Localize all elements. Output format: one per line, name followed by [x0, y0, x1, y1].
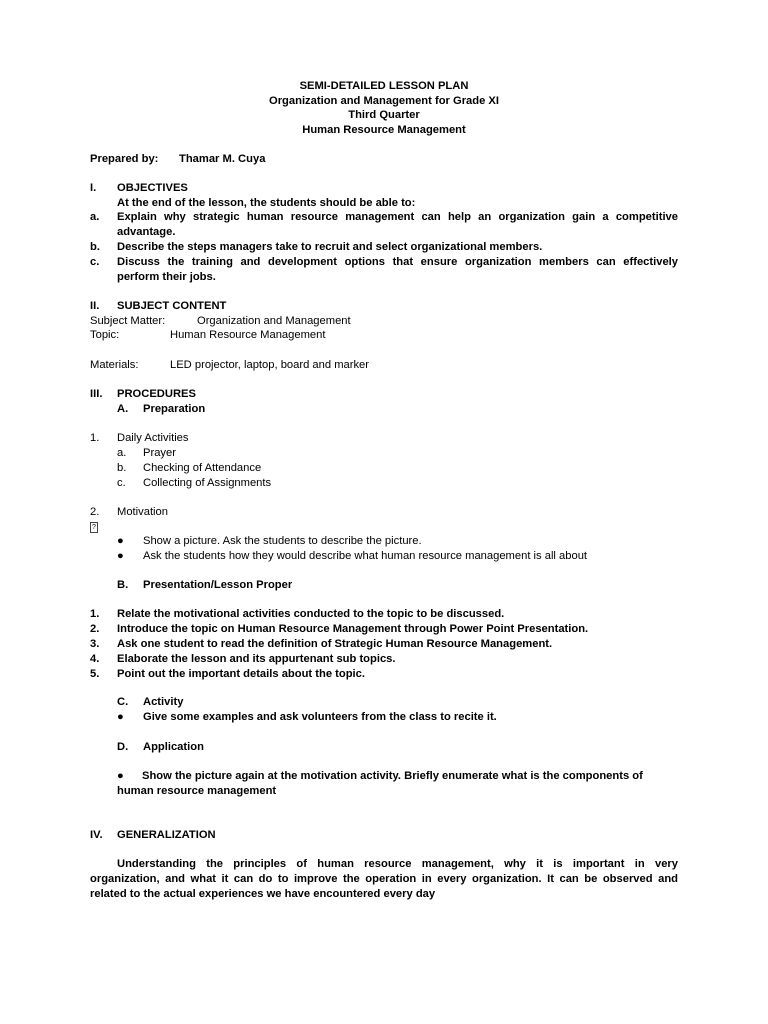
application-text: Show the picture again at the motivation activity. Briefly enumerate what is the components of — [142, 770, 643, 782]
preparation-label: Preparation — [143, 403, 206, 415]
subject-content-number: II. — [90, 300, 100, 312]
motivation-bullet-text: Ask the students how they would describe what human resource management is all about — [143, 550, 588, 562]
topic-title: Human Resource Management — [302, 124, 466, 136]
prepared-by-name: Thamar M. Cuya — [179, 153, 266, 165]
objective-marker: c. — [90, 256, 100, 268]
materials-label: Materials: — [90, 359, 139, 371]
presentation-step-number: 4. — [90, 653, 100, 665]
daily-activity-marker: c. — [117, 477, 126, 489]
presentation-step-text: Introduce the topic on Human Resource Management through Power Point Presentation. — [117, 623, 589, 635]
presentation-step-text: Point out the important details about the topic. — [117, 668, 365, 680]
subject-matter-value: Organization and Management — [197, 315, 351, 327]
bullet-icon: ● — [117, 535, 124, 547]
bullet-icon: ● — [117, 770, 124, 782]
preparation-marker: A. — [117, 403, 129, 415]
application-label: Application — [143, 741, 204, 753]
objective-text: Describe the steps managers take to recruit and select organizational members. — [117, 241, 543, 253]
objective-marker: a. — [90, 211, 100, 223]
activity-marker: C. — [117, 696, 129, 708]
activity-label: Activity — [143, 696, 184, 708]
presentation-step-text: Elaborate the lesson and its appurtenant sub topics. — [117, 653, 396, 665]
presentation-step-number: 5. — [90, 668, 100, 680]
presentation-marker: B. — [117, 579, 129, 591]
subject-matter-label: Subject Matter: — [90, 315, 166, 327]
topic-label: Topic: — [90, 329, 120, 341]
daily-activities-number: 1. — [90, 432, 100, 444]
application-marker: D. — [117, 741, 129, 753]
daily-activity-text: Checking of Attendance — [143, 462, 262, 474]
activity-bullet-text: Give some examples and ask volunteers from the class to recite it. — [143, 711, 497, 723]
objectives-intro: At the end of the lesson, the students should be able to: — [117, 197, 416, 209]
generalization-text: Understanding the principles of human resource management, why it is important in very — [117, 858, 678, 870]
generalization-number: IV. — [90, 829, 103, 841]
objective-text: Explain why strategic human resource management can help an organization gain a competitive — [117, 211, 678, 223]
motivation-label: Motivation — [117, 506, 168, 518]
presentation-step-number: 3. — [90, 638, 100, 650]
objective-text: Discuss the training and development options that ensure organization members can effectively — [117, 256, 678, 268]
bullet-icon: ● — [117, 550, 124, 562]
motivation-bullet-text: Show a picture. Ask the students to describe the picture. — [143, 535, 422, 547]
objectives-heading: OBJECTIVES — [117, 182, 188, 194]
topic-value: Human Resource Management — [170, 329, 326, 341]
daily-activities-label: Daily Activities — [117, 432, 189, 444]
objectives-number: I. — [90, 182, 97, 194]
generalization-heading: GENERALIZATION — [117, 829, 216, 841]
procedures-number: III. — [90, 388, 103, 400]
objective-marker: b. — [90, 241, 100, 253]
materials-value: LED projector, laptop, board and marker — [170, 359, 369, 371]
procedures-heading: PROCEDURES — [117, 388, 196, 400]
daily-activity-marker: b. — [117, 462, 127, 474]
presentation-step-text: Relate the motivational activities conducted to the topic to be discussed. — [117, 608, 505, 620]
subject-content-heading: SUBJECT CONTENT — [117, 300, 227, 312]
presentation-step-text: Ask one student to read the definition of Strategic Human Resource Management. — [117, 638, 553, 650]
generalization-text: related to the actual experiences we have encountered every day — [90, 888, 436, 900]
missing-glyph-icon: ? — [90, 522, 98, 533]
document-title: SEMI-DETAILED LESSON PLAN — [299, 80, 469, 92]
generalization-text: organization, and what it can do to improve the operation in every organization. It can be observed and — [90, 873, 678, 885]
bullet-icon: ● — [117, 711, 124, 723]
objective-text-continued: advantage. — [117, 226, 176, 238]
subject-title: Organization and Management for Grade XI — [269, 95, 499, 107]
presentation-label: Presentation/Lesson Proper — [143, 579, 293, 591]
daily-activity-marker: a. — [117, 447, 127, 459]
motivation-number: 2. — [90, 506, 100, 518]
presentation-step-number: 1. — [90, 608, 100, 620]
application-text-continued: human resource management — [117, 785, 277, 797]
daily-activity-text: Prayer — [143, 447, 176, 459]
objective-text-continued: perform their jobs. — [117, 271, 216, 283]
prepared-by-label: Prepared by: — [90, 153, 159, 165]
quarter-title: Third Quarter — [348, 109, 420, 121]
presentation-step-number: 2. — [90, 623, 100, 635]
daily-activity-text: Collecting of Assignments — [143, 477, 272, 489]
